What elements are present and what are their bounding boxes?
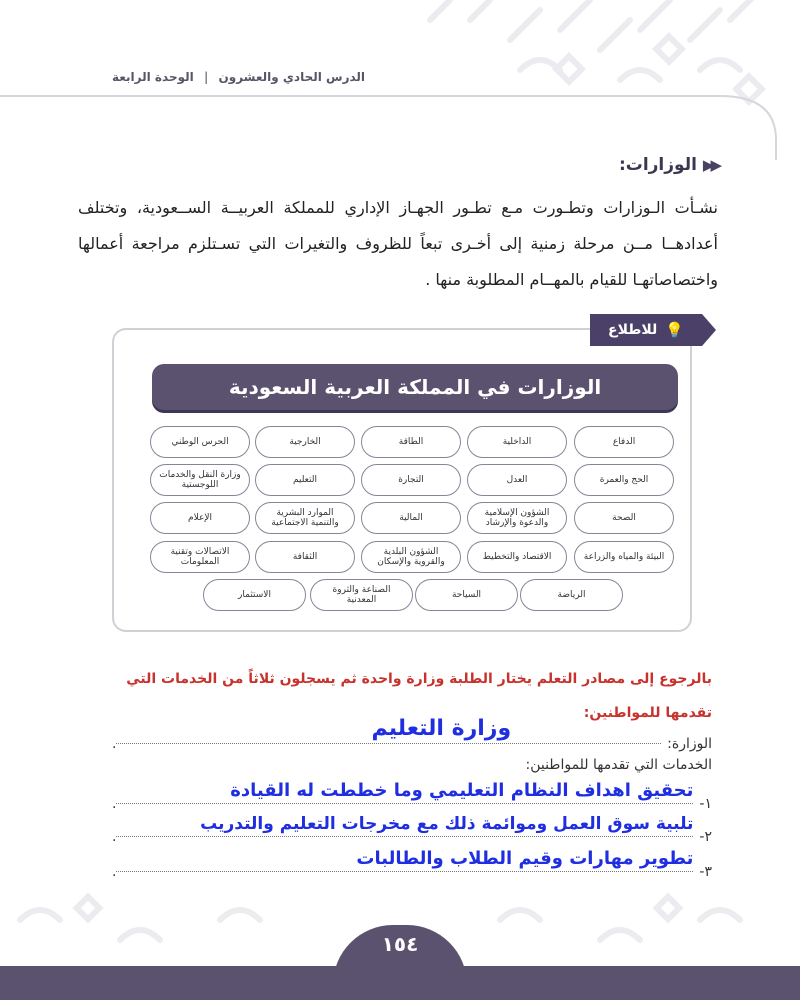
page-number: ١٥٤	[381, 932, 419, 956]
service-answer-line-1[interactable]	[116, 780, 694, 804]
ministry-answer-row	[112, 716, 712, 752]
service-number-3: ٣-	[699, 864, 712, 880]
ministry-pill: الاستثمار	[203, 579, 306, 611]
ministry-pill: الاقتصاد والتخطيط	[467, 541, 567, 573]
ministry-pill: الصحة	[574, 502, 674, 534]
ministry-answer: وزارة التعليم	[371, 716, 512, 741]
ministry-pill: الحج والعمرة	[574, 464, 674, 496]
service-answer-1: تحقيق اهداف النظام التعليمي وما خططت له القيادة	[230, 780, 694, 801]
task-line-1: بالرجوع إلى مصادر التعلم يختار الطلبة وزارة واحدة ثم يسجلون ثلاثاً من الخدمات التي	[126, 671, 712, 687]
ministry-pill: وزارة النقل والخدمات اللوجستية	[150, 464, 250, 496]
service-answer-2: تلبية سوق العمل وموائمة ذلك مع مخرجات التعليم والتدريب	[200, 814, 694, 834]
section-title	[619, 155, 718, 175]
ministry-pill: الداخلية	[467, 426, 567, 458]
ministry-pill: السياحة	[415, 579, 518, 611]
section-title-text: الوزارات:	[618, 155, 697, 175]
service-row-3	[112, 850, 712, 880]
ministry-pill: الخارجية	[255, 426, 355, 458]
ministry-label: الوزارة:	[667, 736, 712, 752]
info-tag	[590, 314, 702, 346]
ministry-pill: الرياضة	[520, 579, 623, 611]
ministry-pill: الموارد البشرية والتنمية الاجتماعية	[255, 502, 355, 534]
ministry-pill: العدل	[467, 464, 567, 496]
service-answer-3: تطوير مهارات وقيم الطلاب والطالبات	[356, 848, 694, 869]
end-mark: .	[112, 829, 117, 845]
service-answer-line-2[interactable]	[116, 814, 694, 837]
ministry-pill: الطاقة	[361, 426, 461, 458]
service-number-1: ١-	[699, 796, 712, 812]
running-header-lesson: الدرس الحادي والعشرون	[218, 70, 366, 84]
lightbulb-book-icon: 💡	[665, 321, 684, 339]
end-mark: .	[112, 864, 117, 880]
ministry-pill: الشؤون البلدية والقروية والإسكان	[361, 541, 461, 573]
ministry-pill: الحرس الوطني	[150, 426, 250, 458]
end-mark: .	[112, 796, 117, 812]
info-tag-label: للاطلاع	[608, 322, 658, 338]
service-answer-line-3[interactable]	[116, 848, 694, 872]
ministry-pill: الشؤون الإسلامية والدعوة والإرشاد	[467, 502, 567, 534]
ministry-pill: الدفاع	[574, 426, 674, 458]
double-chevron-icon: ▶▶	[702, 156, 718, 174]
ministry-answer-line[interactable]	[116, 716, 661, 744]
end-mark: .	[112, 736, 117, 752]
ministry-pill: البيئة والمياه والزراعة	[574, 541, 674, 573]
ministry-pill: التعليم	[255, 464, 355, 496]
service-row-2	[112, 815, 712, 845]
intro-paragraph: نشـأت الـوزارات وتطـورت مـع تطـور الجهـاز الإداري للمملكة العربيــة الســعودية، وتختلف أعدادهــا مــن مرحلة زمنية إلى أخـرى تبعاً للظروف والتغيرات التي تسـتلزم مراجعة أعمالها واختصاصاتهـا للقيام بالمهــام المطلوبة منها .	[78, 198, 718, 289]
ministries-banner: الوزارات في المملكة العربية السعودية	[152, 364, 678, 410]
service-number-2: ٢-	[699, 829, 712, 845]
service-row-1	[112, 782, 712, 812]
ministry-pill: التجارة	[361, 464, 461, 496]
ministry-pill: المالية	[361, 502, 461, 534]
task-line-2: تقدمها للمواطنين:	[583, 705, 712, 721]
ministry-pill: الصناعة والثروة المعدنية	[310, 579, 413, 611]
ministry-pill: الإعلام	[150, 502, 250, 534]
running-header-unit: الوحدة الرابعة	[112, 70, 194, 84]
running-header-separator: |	[203, 70, 209, 84]
ministry-pill: الثقافة	[255, 541, 355, 573]
ministry-pill: الاتصالات وتقنية المعلومات	[150, 541, 250, 573]
header-frame	[0, 0, 800, 160]
services-label: الخدمات التي تقدمها للمواطنين:	[525, 757, 712, 773]
